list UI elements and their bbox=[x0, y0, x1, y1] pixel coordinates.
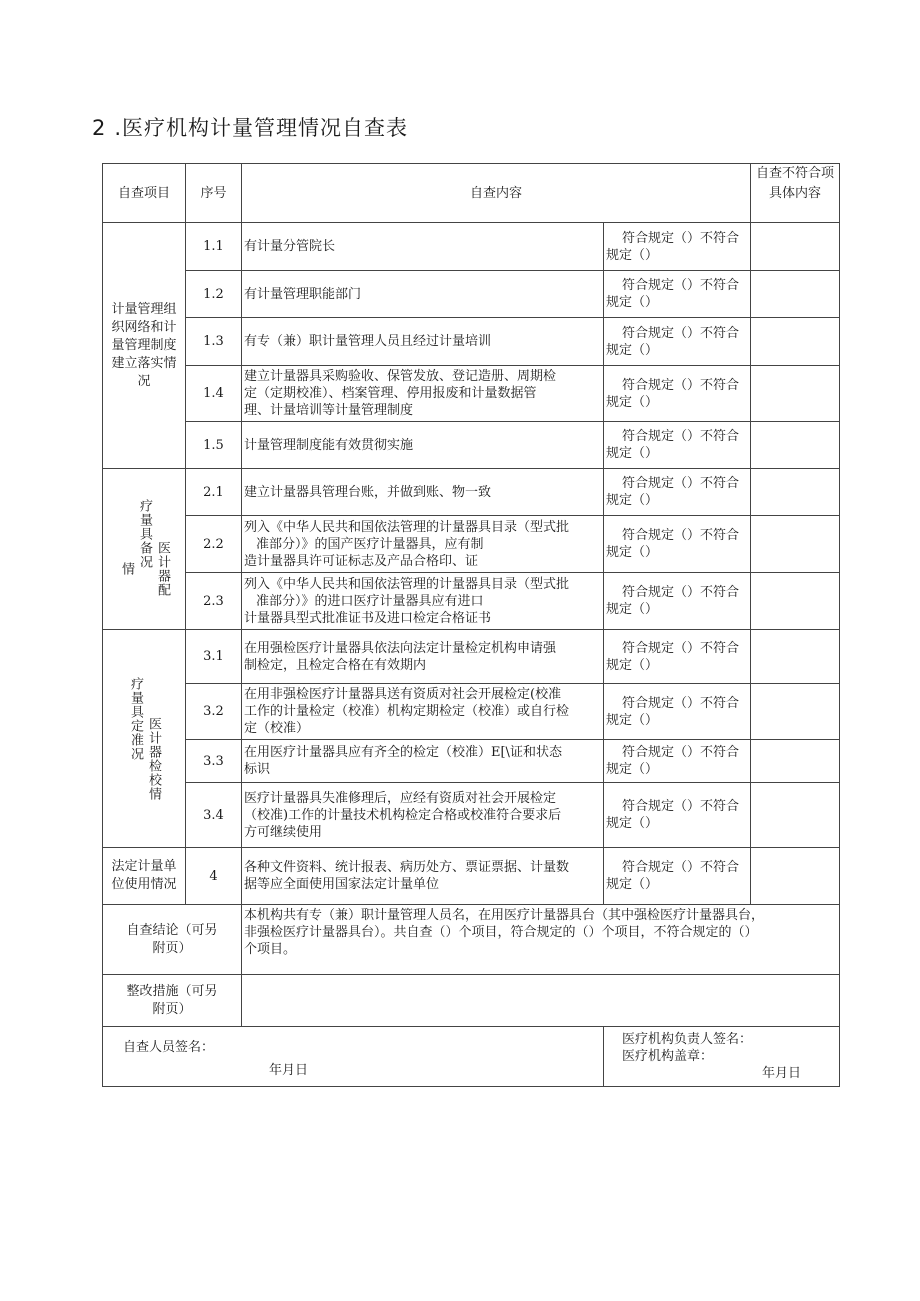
row-seq: 1.1 bbox=[186, 223, 242, 271]
table-row bbox=[103, 684, 840, 740]
content-line: 造计量器具许可证标志及产品合格印、证 bbox=[244, 553, 479, 569]
content-line: 有计量分管院长 bbox=[244, 239, 336, 254]
rectification-field[interactable] bbox=[242, 975, 840, 1027]
content-line: 列入《中华人民共和国依法管理的计量器具目录（型式批 bbox=[244, 519, 570, 535]
content-line: （校准)工作的计量技术机构检定合格或校准符合要求后 bbox=[244, 807, 562, 823]
content-line: 有专（兼）职计量管理人员且经过计量培训 bbox=[244, 334, 492, 349]
content-line: 建立计量器具采购验收、保管发放、登记造册、周期检 bbox=[244, 369, 557, 384]
content-line: 在用非强检医疗计量器具送有资质对社会开展检定(校准 bbox=[244, 687, 562, 702]
row-remark-cell[interactable] bbox=[751, 516, 840, 573]
row-content bbox=[242, 573, 604, 630]
title-text: .医疗机构计量管理情况自查表 bbox=[114, 116, 409, 140]
row-remark-cell[interactable] bbox=[751, 783, 840, 848]
result-line-2: 规定（） bbox=[606, 602, 659, 617]
result-line-1: 符合规定（）不符合 bbox=[622, 325, 740, 341]
conclusion-line: 个项目。 bbox=[244, 942, 297, 957]
category-col-2: 医计器检校情 bbox=[146, 716, 161, 801]
result-line-1: 符合规定（）不符合 bbox=[622, 640, 740, 656]
row-result bbox=[604, 516, 751, 573]
content-line: 计量管理制度能有效贯彻实施 bbox=[244, 437, 414, 453]
row-remark-cell[interactable] bbox=[751, 318, 840, 366]
result-line-2: 规定（） bbox=[606, 657, 659, 673]
result-line-1: 符合规定（）不符合 bbox=[622, 528, 740, 543]
category-section-4: 法定计量单位使用情况 bbox=[103, 848, 186, 905]
result-line-1: 符合规定（）不符合 bbox=[622, 476, 740, 491]
category-section-2 bbox=[103, 469, 186, 630]
result-line-1: 符合规定（）不符合 bbox=[622, 695, 740, 711]
result-line-2: 规定（） bbox=[606, 394, 659, 410]
row-result bbox=[604, 271, 751, 318]
content-line: 标识 bbox=[244, 762, 271, 777]
content-line: 列入《中华人民共和国依法管理的计量器具目录（型式批 bbox=[244, 576, 570, 592]
header-content: 自查内容 bbox=[242, 164, 751, 223]
row-seq: 2.1 bbox=[186, 469, 242, 516]
category-col-1: 疗量具备况 bbox=[137, 499, 152, 569]
conclusion-label: 自查结论（可另附页） bbox=[103, 905, 242, 975]
row-remark-cell[interactable] bbox=[751, 740, 840, 783]
rectification-row bbox=[103, 975, 840, 1027]
table-row bbox=[103, 783, 840, 848]
category-section-3 bbox=[103, 630, 186, 848]
table-row bbox=[103, 469, 840, 516]
result-line-2: 规定（） bbox=[606, 342, 659, 358]
row-remark-cell[interactable] bbox=[751, 469, 840, 516]
row-remark-cell[interactable] bbox=[751, 366, 840, 422]
row-remark-cell[interactable] bbox=[751, 684, 840, 740]
row-content bbox=[242, 516, 604, 573]
content-line: 方可继续使用 bbox=[244, 824, 323, 840]
row-seq: 1.2 bbox=[186, 271, 242, 318]
inspector-signature-label: 自查人员签名： bbox=[123, 1040, 215, 1055]
result-line-2: 规定（） bbox=[606, 712, 659, 728]
row-seq: 2.3 bbox=[186, 573, 242, 630]
row-result bbox=[604, 422, 751, 469]
result-line-1: 符合规定（）不符合 bbox=[622, 585, 740, 600]
result-line-2: 规定（） bbox=[606, 816, 659, 831]
inspector-signature-cell[interactable] bbox=[103, 1027, 604, 1087]
header-row bbox=[103, 164, 840, 223]
content-line: 在用医疗计量器具应有齐全的检定（校准）E[\证和状态 bbox=[244, 745, 562, 760]
result-line-1: 符合规定（）不符合 bbox=[622, 377, 740, 393]
row-content bbox=[242, 366, 604, 422]
table-row bbox=[103, 366, 840, 422]
category-col-1: 疗量具定准况 bbox=[128, 676, 143, 761]
inspector-date: 年月日 bbox=[269, 1063, 309, 1078]
row-remark-cell[interactable] bbox=[751, 573, 840, 630]
row-content bbox=[242, 848, 604, 905]
row-seq: 4 bbox=[186, 848, 242, 905]
table-row bbox=[103, 740, 840, 783]
result-line-2: 规定（） bbox=[606, 446, 659, 461]
row-content bbox=[242, 783, 604, 848]
content-line: 在用强检医疗计量器具依法向法定计量检定机构申请强 bbox=[244, 640, 557, 656]
result-line-1: 符合规定（）不符合 bbox=[622, 278, 740, 293]
table-row bbox=[103, 630, 840, 684]
content-line: 建立计量器具管理台账，并做到账、物一致 bbox=[244, 484, 492, 500]
head-signature-label: 医疗机构负责人签名： bbox=[622, 1032, 753, 1047]
row-result bbox=[604, 366, 751, 422]
content-line: 计量器具型式批准证书及进口检定合格证书 bbox=[244, 610, 492, 626]
header-seq: 序号 bbox=[186, 164, 242, 223]
row-result bbox=[604, 848, 751, 905]
result-line-2: 规定（） bbox=[606, 762, 659, 777]
result-line-1: 符合规定（）不符合 bbox=[622, 230, 740, 246]
content-line: 医疗计量器具失准修理后，应经有资质对社会开展检定 bbox=[244, 790, 557, 806]
table-row bbox=[103, 271, 840, 318]
row-remark-cell[interactable] bbox=[751, 630, 840, 684]
row-seq: 1.5 bbox=[186, 422, 242, 469]
rectification-label: 整改措施（可另附页） bbox=[103, 975, 242, 1027]
result-line-1: 符合规定（）不符合 bbox=[622, 429, 740, 444]
self-inspection-table bbox=[102, 163, 840, 1087]
result-line-2: 规定（） bbox=[606, 545, 659, 560]
content-line: 制检定，且检定合格在有效期内 bbox=[244, 657, 427, 673]
row-remark-cell[interactable] bbox=[751, 848, 840, 905]
conclusion-text[interactable] bbox=[242, 905, 840, 975]
row-content bbox=[242, 271, 604, 318]
signature-row bbox=[103, 1027, 840, 1087]
table-row bbox=[103, 422, 840, 469]
row-seq: 3.2 bbox=[186, 684, 242, 740]
row-seq: 3.4 bbox=[186, 783, 242, 848]
title-number: 2 bbox=[92, 116, 107, 140]
conclusion-line: 本机构共有专（兼）职计量管理人员名，在用医疗计量器具台（其中强检医疗计量器具台， bbox=[244, 908, 765, 923]
row-result bbox=[604, 783, 751, 848]
content-line: 定（校准） bbox=[244, 721, 310, 736]
row-content bbox=[242, 318, 604, 366]
category-side-char: 情 bbox=[119, 562, 134, 576]
row-seq: 1.4 bbox=[186, 366, 242, 422]
result-line-1: 符合规定（）不符合 bbox=[622, 745, 740, 760]
category-col-2: 医计器配 bbox=[155, 541, 170, 597]
table-row bbox=[103, 516, 840, 573]
row-result bbox=[604, 573, 751, 630]
row-result bbox=[604, 318, 751, 366]
seal-label: 医疗机构盖章： bbox=[622, 1049, 714, 1064]
content-line: 有计量管理职能部门 bbox=[244, 286, 362, 302]
result-line-2: 规定（） bbox=[606, 877, 659, 892]
row-result bbox=[604, 684, 751, 740]
table-row bbox=[103, 848, 840, 905]
page-title bbox=[92, 112, 408, 142]
row-seq: 2.2 bbox=[186, 516, 242, 573]
row-remark-cell[interactable] bbox=[751, 223, 840, 271]
content-line: 准部分）》的进口医疗计量器具应有进口 bbox=[256, 593, 484, 609]
header-noncompliant: 自查不符合项具体内容 bbox=[751, 164, 840, 223]
content-line: 据等应全面使用国家法定计量单位 bbox=[244, 877, 440, 892]
content-line: 准部分）》的国产医疗计量器具，应有制 bbox=[256, 536, 484, 552]
row-content bbox=[242, 630, 604, 684]
result-line-2: 规定（） bbox=[606, 295, 659, 310]
seal-date: 年月日 bbox=[762, 1066, 802, 1081]
table-row bbox=[103, 223, 840, 271]
result-line-1: 符合规定（）不符合 bbox=[622, 799, 740, 814]
row-seq: 1.3 bbox=[186, 318, 242, 366]
result-line-1: 符合规定（）不符合 bbox=[622, 860, 740, 875]
result-line-2: 规定（） bbox=[606, 493, 659, 508]
row-seq: 3.1 bbox=[186, 630, 242, 684]
table-row bbox=[103, 573, 840, 630]
row-content bbox=[242, 469, 604, 516]
row-content bbox=[242, 223, 604, 271]
content-line: 各种文件资料、统计报表、病历处方、票证票据、计量数 bbox=[244, 860, 570, 875]
content-line: 工作的计量检定（校准）机构定期检定（校准）或自行检 bbox=[244, 704, 570, 719]
conclusion-row bbox=[103, 905, 840, 975]
category-section-1: 计量管理组织网络和计量管理制度建立落实情况 bbox=[103, 223, 186, 469]
header-item: 自查项目 bbox=[103, 164, 186, 223]
row-result bbox=[604, 740, 751, 783]
table-row bbox=[103, 318, 840, 366]
row-content bbox=[242, 422, 604, 469]
content-line: 定（定期校准）、档案管理、停用报废和计量数据管 bbox=[244, 386, 537, 401]
conclusion-line: 非强检医疗计量器具台）。共自查（）个项目，符合规定的（）个项目，不符合规定的（） bbox=[244, 925, 758, 940]
result-line-2: 规定（） bbox=[606, 247, 659, 263]
content-line: 理、计量培训等计量管理制度 bbox=[244, 403, 414, 418]
row-content bbox=[242, 740, 604, 783]
row-seq: 3.3 bbox=[186, 740, 242, 783]
row-remark-cell[interactable] bbox=[751, 422, 840, 469]
row-result bbox=[604, 630, 751, 684]
row-content bbox=[242, 684, 604, 740]
row-remark-cell[interactable] bbox=[751, 271, 840, 318]
row-result bbox=[604, 223, 751, 271]
head-signature-cell[interactable] bbox=[604, 1027, 840, 1087]
row-result bbox=[604, 469, 751, 516]
